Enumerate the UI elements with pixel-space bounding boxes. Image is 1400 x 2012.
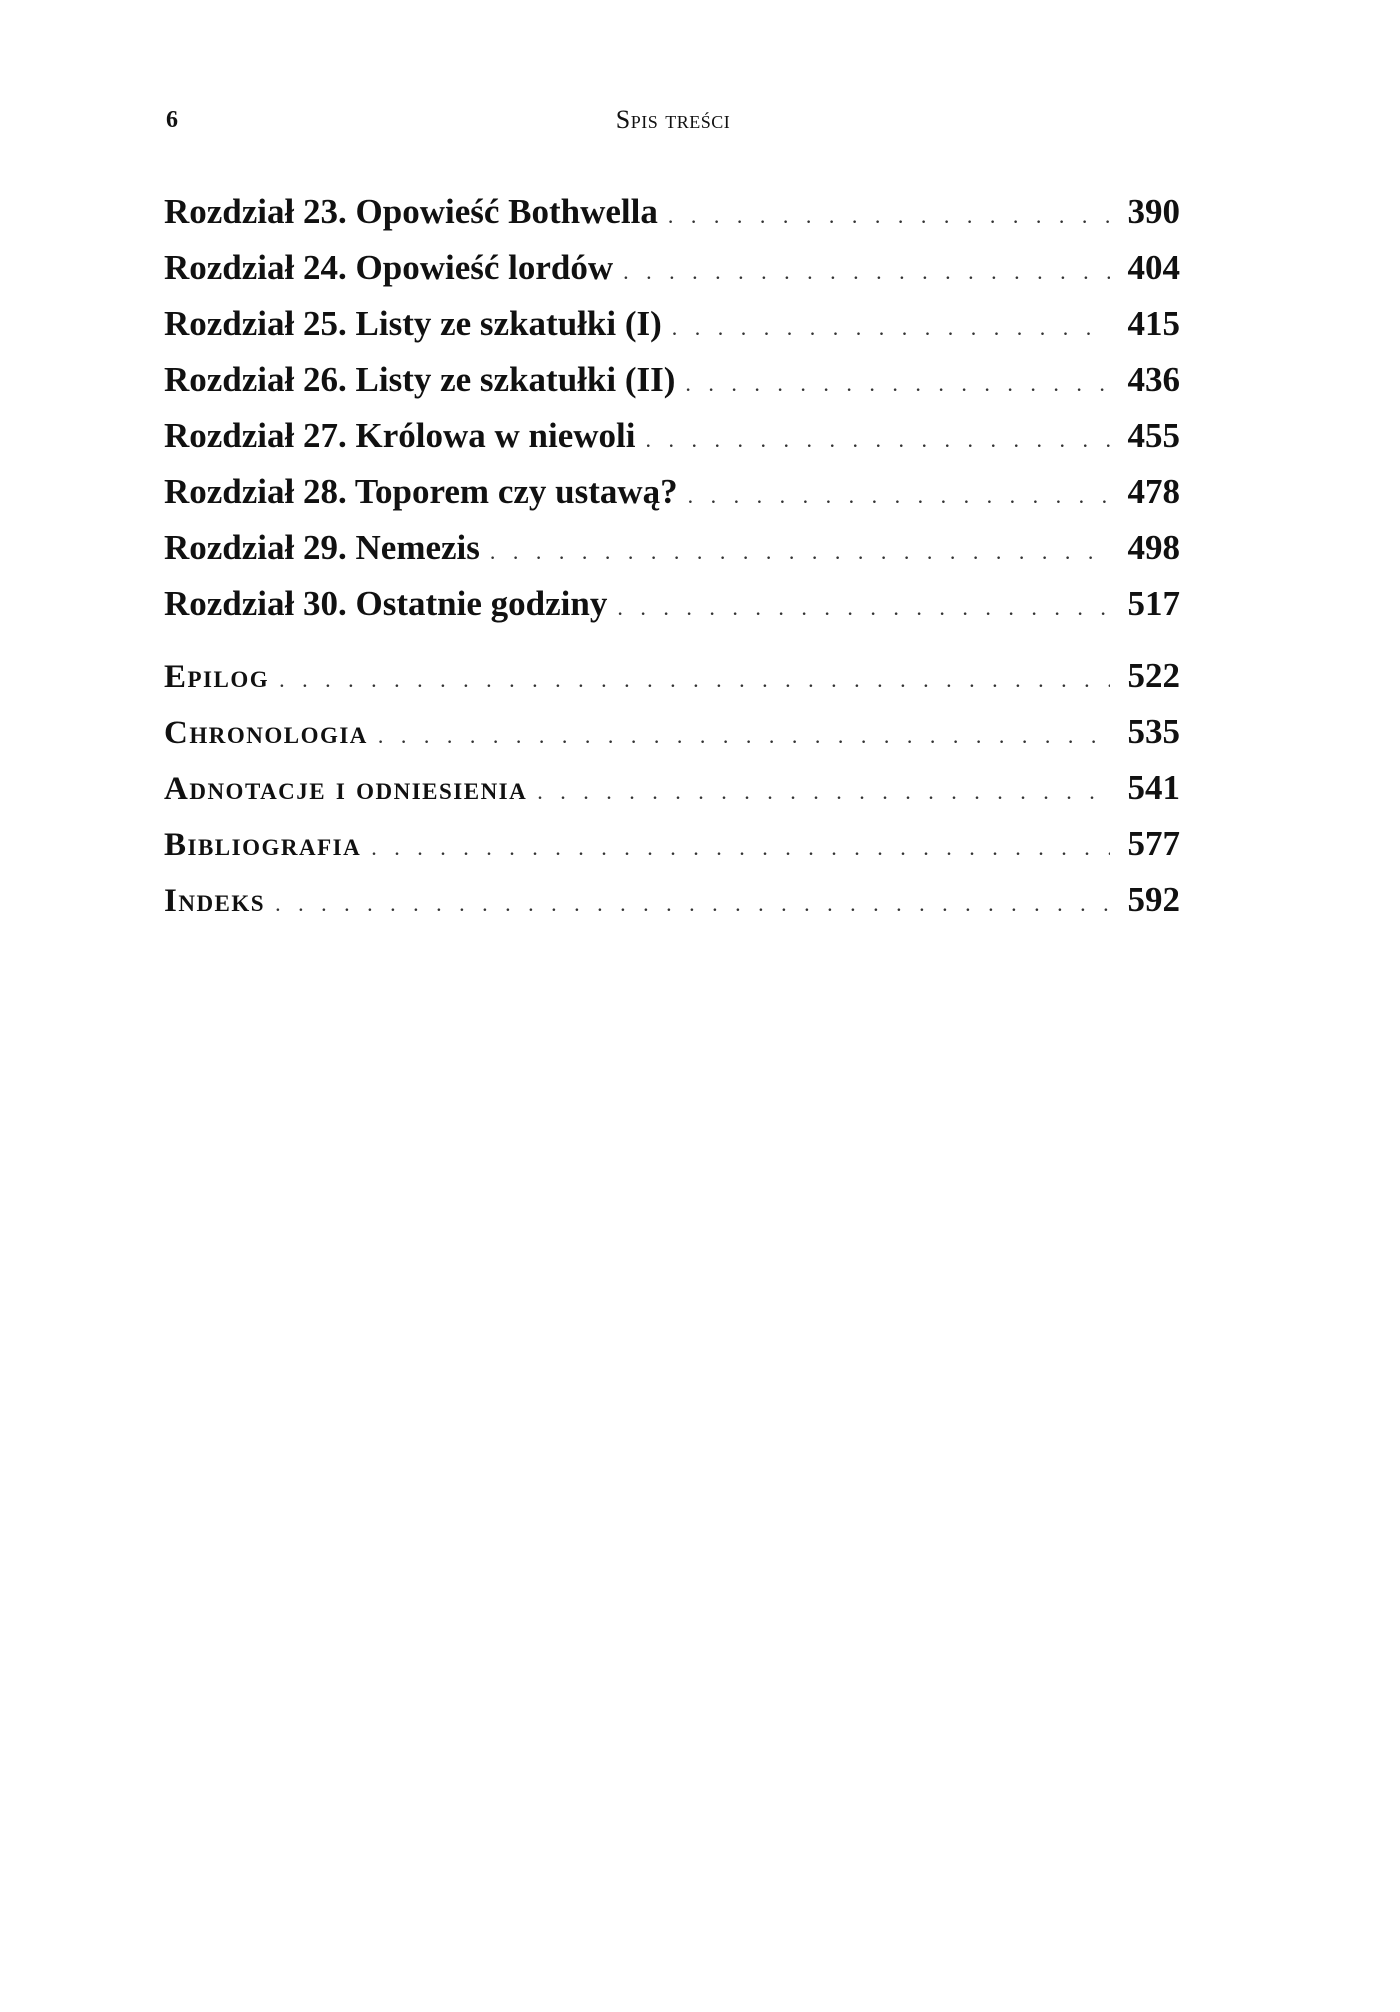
toc-entry-title: Chronologia [164,715,368,751]
toc-entry-title: Rozdział 24. Opowieść lordów [164,248,614,287]
toc-entry-page: 404 [1127,248,1180,287]
toc-chapters [164,184,1180,632]
dot-leader [371,820,1109,876]
toc-entry-title: Rozdział 26. Listy ze szkatułki (II) [164,360,676,399]
toc-entry [164,872,1180,928]
toc-entry-title: Rozdział 28. Toporem czy ustawą? [164,472,678,511]
running-head [166,104,1180,136]
dot-leader [537,764,1109,820]
toc-entry-title: Bibliografia [164,827,362,863]
toc-entry-page: 478 [1127,472,1180,511]
dot-leader [617,580,1109,636]
toc-entry-title: Indeks [164,883,266,919]
dot-leader [279,652,1109,708]
dot-leader [646,412,1110,468]
toc-entry-page: 522 [1127,656,1180,695]
toc-entry-page: 455 [1127,416,1180,455]
toc-entry-title: Rozdział 29. Nemezis [164,528,480,567]
toc-entry-page: 436 [1127,360,1180,399]
dot-leader [490,524,1110,580]
toc-back-matter [164,648,1180,928]
toc-entry-page: 541 [1127,768,1180,807]
toc-entry [164,296,1180,352]
toc-entry-title: Rozdział 30. Ostatnie godziny [164,584,608,623]
toc-entry-page: 498 [1127,528,1180,567]
dot-leader [378,708,1110,764]
toc-entry-page: 415 [1127,304,1180,343]
toc-entry [164,520,1180,576]
toc-entry-page: 577 [1127,824,1180,863]
toc-entry [164,760,1180,816]
toc-entry-page: 592 [1127,880,1180,919]
dot-leader [275,876,1109,932]
toc-entry-page: 390 [1127,192,1180,231]
toc-entry [164,464,1180,520]
dot-leader [685,356,1109,412]
section-title: Spis treści [615,105,731,134]
dot-leader [672,300,1110,356]
dot-leader [668,188,1110,244]
toc-entry [164,816,1180,872]
page-number: 6 [166,107,178,133]
toc-entry [164,240,1180,296]
dot-leader [688,468,1110,524]
toc-entry-title: Rozdział 27. Królowa w niewoli [164,416,636,455]
table-of-contents [164,184,1180,928]
dot-leader [623,244,1109,300]
toc-entry [164,576,1180,632]
toc-entry-title: Rozdział 25. Listy ze szkatułki (I) [164,304,662,343]
toc-entry-page: 535 [1127,712,1180,751]
toc-entry-title: Adnotacje i odniesienia [164,771,528,807]
toc-entry [164,184,1180,240]
toc-entry-title: Rozdział 23. Opowieść Bothwella [164,192,658,231]
toc-entry [164,648,1180,704]
toc-entry [164,352,1180,408]
toc-entry-title: Epilog [164,659,270,695]
toc-entry-page: 517 [1127,584,1180,623]
toc-entry [164,408,1180,464]
toc-entry [164,704,1180,760]
